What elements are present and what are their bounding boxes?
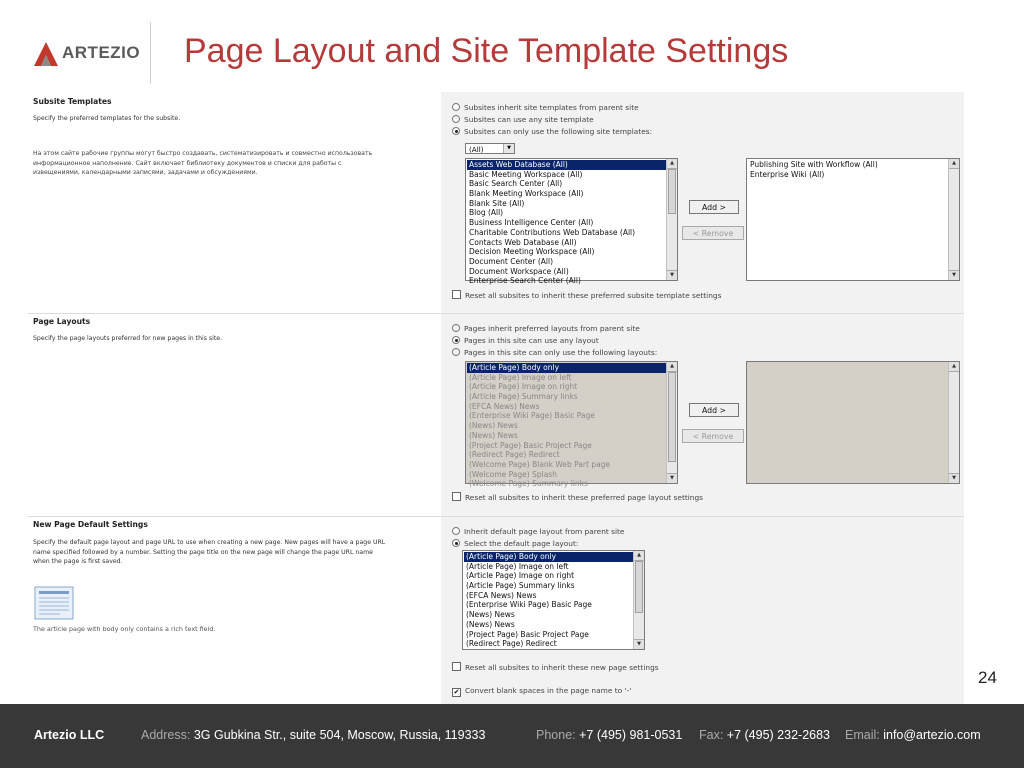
radio-inherit-default-layout[interactable]: Inherit default page layout from parent site xyxy=(452,526,624,537)
logo-text: ARTEZIO xyxy=(62,43,141,62)
list-item[interactable]: (Redirect Page) Redirect xyxy=(469,450,560,460)
section-separator xyxy=(28,516,964,517)
scrollbar[interactable] xyxy=(948,362,959,483)
descriptions-column xyxy=(28,92,441,704)
list-item[interactable]: (News) News xyxy=(469,421,518,431)
list-item[interactable]: (News) News xyxy=(466,619,515,629)
list-item[interactable]: Blank Meeting Workspace (All) xyxy=(469,189,584,199)
radio-button[interactable] xyxy=(452,527,460,535)
remove-layout-button[interactable]: < Remove xyxy=(682,429,744,443)
artezio-logo xyxy=(34,40,144,70)
list-item[interactable]: Basic Meeting Workspace (All) xyxy=(469,169,583,179)
scroll-down-icon[interactable]: ▼ xyxy=(667,270,677,280)
radio-button[interactable] xyxy=(452,115,460,123)
scroll-up-icon[interactable]: ▲ xyxy=(667,159,677,169)
section-separator xyxy=(28,313,964,314)
available-layouts-list[interactable] xyxy=(465,361,678,489)
subsite-templates-title: Subsite Templates xyxy=(33,97,112,106)
list-item[interactable]: Enterprise Wiki (All) xyxy=(750,169,825,179)
page-title: Page Layout and Site Template Settings xyxy=(184,32,789,70)
selected-templates-list[interactable] xyxy=(746,158,960,281)
list-item[interactable]: (Article Page) Body only xyxy=(467,363,666,373)
list-items xyxy=(467,363,666,489)
remove-template-button[interactable]: < Remove xyxy=(682,226,744,240)
reset-new-page-checkbox[interactable]: Reset all subsites to inherit these new page settings xyxy=(452,662,659,673)
list-item[interactable]: Document Center (All) xyxy=(469,256,554,266)
list-item[interactable]: Document Workspace (All) xyxy=(469,266,569,276)
language-select[interactable]: (All) ▼ xyxy=(465,143,515,154)
list-item[interactable]: (Article Page) Image on right xyxy=(466,571,575,581)
page-layouts-desc: Specify the page layouts preferred for new pages in this site. xyxy=(33,335,223,342)
artezio-logo-icon xyxy=(34,42,58,66)
radio-inherit-layouts[interactable]: Pages inherit preferred layouts from parent site xyxy=(452,323,640,334)
checkbox[interactable] xyxy=(452,290,461,299)
list-item[interactable]: (News) News xyxy=(466,610,515,620)
footer-fax: Fax: +7 (495) 232-2683 xyxy=(699,728,831,742)
new-page-defaults-desc: Specify the default page layout and page URL to use when creating a new page. New pages will have a page URL name specified followed by a number. Setting the page title on the new page will change the page URL name when the page is first saved. xyxy=(33,539,386,565)
list-item[interactable]: Enterprise Search Center (All) xyxy=(469,276,581,286)
list-item[interactable]: (Welcome Page) Summary links xyxy=(469,479,588,489)
scroll-up-icon[interactable]: ▲ xyxy=(949,362,959,372)
scrollbar[interactable] xyxy=(666,362,677,483)
new-page-defaults-title: New Page Default Settings xyxy=(33,520,148,529)
list-items xyxy=(467,160,666,286)
radio-only-following-layouts[interactable]: Pages in this site can only use the following layouts: xyxy=(452,347,657,358)
default-layout-list[interactable] xyxy=(462,550,645,650)
footer-company: Artezio LLC xyxy=(34,728,105,742)
radio-button[interactable] xyxy=(452,324,460,332)
list-item[interactable]: (Article Page) Image on left xyxy=(466,561,569,571)
preview-caption: The article page with body only contains a rich text field. xyxy=(33,625,216,633)
add-template-button[interactable]: Add > xyxy=(689,200,739,214)
scroll-thumb[interactable] xyxy=(635,561,643,613)
list-item[interactable]: Contacts Web Database (All) xyxy=(469,237,577,247)
checkbox[interactable] xyxy=(452,662,461,671)
list-item[interactable]: (Enterprise Wiki Page) Basic Page xyxy=(469,411,595,421)
scroll-up-icon[interactable]: ▲ xyxy=(634,551,644,561)
page-layout-preview-icon xyxy=(34,586,74,620)
chevron-down-icon[interactable]: ▼ xyxy=(503,144,514,153)
reset-layouts-checkbox[interactable]: Reset all subsites to inherit these preferred page layout settings xyxy=(452,492,703,503)
list-items xyxy=(464,552,633,648)
radio-select-default-layout[interactable]: Select the default page layout: xyxy=(452,538,578,549)
scroll-thumb[interactable] xyxy=(668,169,676,214)
settings-panel xyxy=(28,92,964,704)
checkbox[interactable] xyxy=(452,492,461,501)
list-item[interactable]: Assets Web Database (All) xyxy=(467,160,666,170)
footer-email: Email: info@artezio.com xyxy=(845,728,981,742)
list-items xyxy=(748,363,948,482)
footer-phone: Phone: +7 (495) 981-0531 xyxy=(536,728,683,742)
list-item[interactable]: Blank Site (All) xyxy=(469,198,525,208)
radio-button[interactable] xyxy=(452,103,460,111)
scroll-down-icon[interactable]: ▼ xyxy=(667,473,677,483)
header-divider xyxy=(150,22,151,84)
list-item[interactable]: Decision Meeting Workspace (All) xyxy=(469,247,595,257)
list-item[interactable]: Basic Search Center (All) xyxy=(469,179,563,189)
radio-inherit-templates[interactable]: Subsites inherit site templates from parent site xyxy=(452,102,639,113)
list-item[interactable]: (Article Page) Summary links xyxy=(469,392,578,402)
reset-templates-checkbox[interactable]: Reset all subsites to inherit these preferred subsite template settings xyxy=(452,290,721,301)
list-item[interactable]: Blog (All) xyxy=(469,208,504,218)
list-item[interactable]: (Welcome Page) Blank Web Part page xyxy=(469,459,611,469)
radio-button[interactable] xyxy=(452,336,460,344)
scroll-down-icon[interactable]: ▼ xyxy=(634,639,644,649)
scroll-thumb[interactable] xyxy=(668,372,676,462)
scroll-up-icon[interactable]: ▲ xyxy=(949,159,959,169)
radio-button[interactable] xyxy=(452,127,460,135)
list-item[interactable]: (EFCA News) News xyxy=(466,590,537,600)
selected-layouts-list[interactable] xyxy=(746,361,960,484)
list-item[interactable]: (Article Page) Summary links xyxy=(466,581,575,591)
scrollbar[interactable] xyxy=(666,159,677,280)
list-item[interactable]: (News) News xyxy=(469,430,518,440)
list-item[interactable]: (Project Page) Basic Project Page xyxy=(469,440,592,450)
radio-any-template[interactable]: Subsites can use any site template xyxy=(452,114,594,125)
scroll-down-icon[interactable]: ▼ xyxy=(949,473,959,483)
list-item[interactable]: (Project Page) Basic Project Page xyxy=(466,629,589,639)
list-item[interactable]: (Article Page) Image on right xyxy=(469,382,578,392)
scroll-up-icon[interactable]: ▲ xyxy=(667,362,677,372)
list-item[interactable]: (Welcome Page) Splash xyxy=(469,469,557,479)
radio-button[interactable] xyxy=(452,348,460,356)
list-item[interactable]: (Article Page) Image on left xyxy=(469,372,572,382)
scroll-down-icon[interactable]: ▼ xyxy=(949,270,959,280)
footer xyxy=(0,704,1024,768)
list-items xyxy=(748,160,948,279)
subsite-templates-desc: Specify the preferred templates for the subsite. xyxy=(33,115,181,122)
radio-any-layout[interactable]: Pages in this site can use any layout xyxy=(452,335,599,346)
scrollbar[interactable] xyxy=(633,551,644,649)
list-item[interactable]: (Redirect Page) Redirect xyxy=(466,639,557,649)
list-item[interactable]: (Enterprise Wiki Page) Basic Page xyxy=(466,600,592,610)
list-item[interactable]: Charitable Contributions Web Database (All) xyxy=(469,227,636,237)
add-layout-button[interactable]: Add > xyxy=(689,403,739,417)
convert-spaces-checkbox[interactable]: ✔ Convert blank spaces in the page name to '-' xyxy=(453,686,632,696)
list-item[interactable]: (Article Page) Body only xyxy=(464,552,633,562)
available-templates-list[interactable] xyxy=(465,158,678,286)
page-layouts-title: Page Layouts xyxy=(33,317,91,326)
radio-button[interactable] xyxy=(452,539,460,547)
template-description-ru: На этом сайте рабочие группы могут быстро создавать, систематизировать и совместно использовать информационное наполнение. Сайт включает библиотеку документов и списки для работы с извещениями, календарными записями, задачами и обсуждениями. xyxy=(33,150,373,176)
list-item[interactable]: Publishing Site with Workflow (All) xyxy=(750,160,878,169)
slide-number: 24 xyxy=(978,668,997,687)
list-item[interactable]: Business Intelligence Center (All) xyxy=(469,218,594,228)
list-item[interactable]: (EFCA News) News xyxy=(469,401,540,411)
scrollbar[interactable] xyxy=(948,159,959,280)
radio-only-following-templates[interactable]: Subsites can only use the following site templates: xyxy=(452,126,652,137)
checkmark-icon[interactable]: ✔ xyxy=(453,688,460,696)
footer-address: Address: 3G Gubkina Str., suite 504, Moscow, Russia, 119333 xyxy=(141,728,486,742)
